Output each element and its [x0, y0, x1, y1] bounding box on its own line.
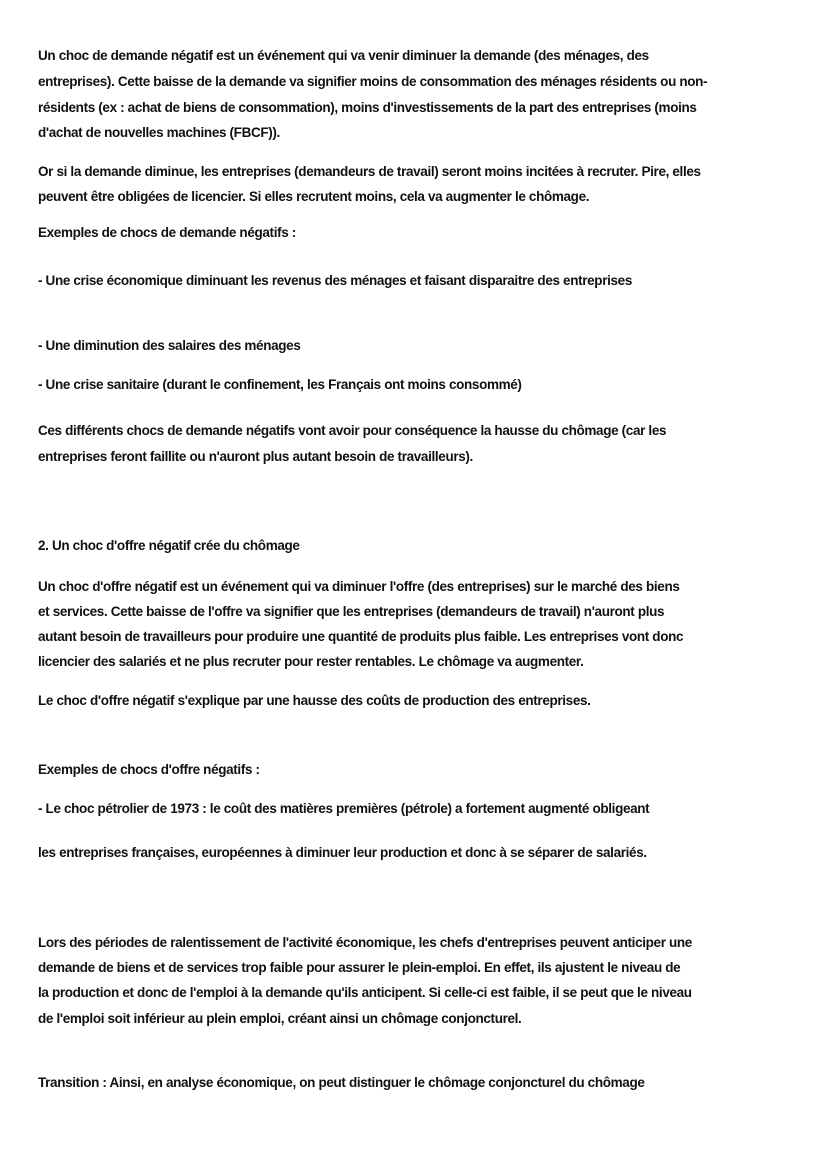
text-line: Un choc de demande négatif est un événement qui va venir diminuer la demande (des ménages, des [38, 48, 649, 63]
text-line: entreprises). Cette baisse de la demande va signifier moins de consommation des ménages résidents ou non- [38, 74, 708, 89]
text-line: - Une diminution des salaires des ménages [38, 338, 301, 353]
text-line: de l'emploi soit inférieur au plein emploi, créant ainsi un chômage conjoncturel. [38, 1011, 522, 1026]
text-line: Transition : Ainsi, en analyse économique, on peut distinguer le chômage conjoncturel du chômage [38, 1075, 645, 1090]
text-line: Un choc d'offre négatif est un événement qui va diminuer l'offre (des entreprises) sur le marché des biens [38, 579, 680, 594]
text-line: résidents (ex : achat de biens de consommation), moins d'investissements de la part des entreprises (moins [38, 100, 697, 115]
text-line: Le choc d'offre négatif s'explique par une hausse des coûts de production des entreprises. [38, 693, 591, 708]
text-line: Ces différents chocs de demande négatifs vont avoir pour conséquence la hausse du chômage (car les [38, 423, 667, 438]
text-line: peuvent être obligées de licencier. Si elles recrutent moins, cela va augmenter le chômage. [38, 189, 590, 204]
text-line: la production et donc de l'emploi à la demande qu'ils anticipent. Si celle-ci est faible, il se peut que le niveau [38, 985, 692, 1000]
text-line: les entreprises françaises, européennes à diminuer leur production et donc à se séparer de salariés. [38, 845, 647, 860]
text-line: et services. Cette baisse de l'offre va signifier que les entreprises (demandeurs de travail) n'auront plus [38, 604, 665, 619]
text-line: Exemples de chocs d'offre négatifs : [38, 762, 260, 777]
text-line: demande de biens et de services trop faible pour assurer le plein-emploi. En effet, ils ajustent le niveau de [38, 960, 681, 975]
text-line: Lors des périodes de ralentissement de l'activité économique, les chefs d'entreprises peuvent anticiper une [38, 935, 692, 950]
text-line: - Une crise sanitaire (durant le confinement, les Français ont moins consommé) [38, 377, 522, 392]
text-line: 2. Un choc d'offre négatif crée du chômage [38, 538, 300, 553]
text-line: - Le choc pétrolier de 1973 : le coût des matières premières (pétrole) a fortement augmenté obligeant [38, 801, 650, 816]
text-line: - Une crise économique diminuant les revenus des ménages et faisant disparaitre des entreprises [38, 273, 632, 288]
text-line: Or si la demande diminue, les entreprises (demandeurs de travail) seront moins incitées à recruter. Pire, elles [38, 164, 701, 179]
text-line: Exemples de chocs de demande négatifs : [38, 225, 296, 240]
text-line: entreprises feront faillite ou n'auront plus autant besoin de travailleurs). [38, 449, 473, 464]
text-line: autant besoin de travailleurs pour produire une quantité de produits plus faible. Les entreprises vont donc [38, 629, 684, 644]
text-line: licencier des salariés et ne plus recruter pour rester rentables. Le chômage va augmenter. [38, 654, 584, 669]
text-line: d'achat de nouvelles machines (FBCF)). [38, 125, 280, 140]
